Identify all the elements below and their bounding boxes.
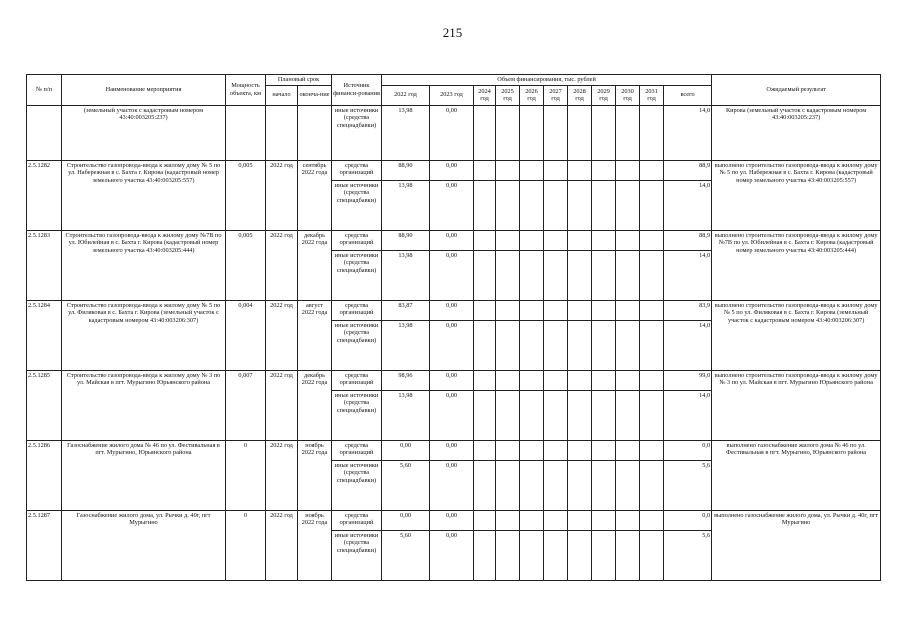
cell-2022: 13,98 <box>382 320 430 370</box>
cell-2028 <box>568 440 592 460</box>
cell-2031 <box>640 390 664 440</box>
cell-2028 <box>568 230 592 250</box>
cell-name: Строительство газопровода-ввода к жилому дому №7В по ул. Юбилейная в с. Бахта г. Кирова (кадастровый номер земельного участка 43:40:003205:444) <box>62 230 226 300</box>
cell-2027 <box>544 460 568 510</box>
cell-2022: 13,98 <box>382 250 430 300</box>
cell-capacity: 0 <box>226 510 266 580</box>
cell-2022: 13,98 <box>382 390 430 440</box>
header-source: Источник финанси-рования <box>332 75 382 106</box>
cell-2023: 0,00 <box>430 250 474 300</box>
header-result: Ожидаемый результат <box>712 75 881 106</box>
cell-2024 <box>474 320 496 370</box>
cell-2031 <box>640 250 664 300</box>
header-year-2025: 2025 год <box>496 85 520 105</box>
cell-2025 <box>496 300 520 320</box>
cell-2023: 0,00 <box>430 160 474 180</box>
cell-name: Строительство газопровода-ввода к жилому дому № 5 по ул. Филяковая в с. Бахта г. Кирова (земельный участок с кадастровым номером 43:40:003206:307) <box>62 300 226 370</box>
cell-2029 <box>592 530 616 580</box>
cell-2023: 0,00 <box>430 180 474 230</box>
cell-2028 <box>568 370 592 390</box>
cell-2031 <box>640 160 664 180</box>
header-year-2024: 2024 год <box>474 85 496 105</box>
cell-2024 <box>474 440 496 460</box>
cell-result: выполнено строительство газопровода-ввода к жилому дому № 5 по ул. Набережная в с. Бахта г. Кирова (кадастровый номер земельного участка 43:40:003205:557) <box>712 160 881 230</box>
cell-2029 <box>592 105 616 160</box>
cell-2027 <box>544 370 568 390</box>
cell-2026 <box>520 370 544 390</box>
cell-2028 <box>568 460 592 510</box>
cell-2027 <box>544 250 568 300</box>
cell-2029 <box>592 300 616 320</box>
cell-2024 <box>474 390 496 440</box>
cell-name: Газоснабжение жилого дома, ул. Рычки д. 40г, пгт Мурыгино <box>62 510 226 580</box>
table-row <box>27 160 881 180</box>
cell-2022: 5,60 <box>382 530 430 580</box>
cell-total: 5,6 <box>664 530 712 580</box>
table-row <box>27 300 881 320</box>
cell-2027 <box>544 510 568 530</box>
cell-start: 2022 год <box>266 510 298 580</box>
cell-2026 <box>520 250 544 300</box>
cell-result: выполнено газоснабжение жилого дома № 46 по ул. Фестивальная в пгт. Мурыгино, Юрьянского района <box>712 440 881 510</box>
cell-2027 <box>544 105 568 160</box>
cell-2030 <box>616 180 640 230</box>
cell-source: средства организаций <box>332 510 382 530</box>
cell-capacity: 0 <box>226 440 266 510</box>
header-year-2027: 2027 год <box>544 85 568 105</box>
table-row <box>27 230 881 250</box>
header-year-2022: 2022 год <box>382 85 430 105</box>
cell-2028 <box>568 390 592 440</box>
cell-2026 <box>520 320 544 370</box>
cell-name: Газоснабжение жилого дома № 46 по ул. Фестивальная в пгт. Мурыгино, Юрьянского района <box>62 440 226 510</box>
cell-2030 <box>616 510 640 530</box>
cell-2027 <box>544 180 568 230</box>
table-row <box>27 440 881 460</box>
cell-total: 14,0 <box>664 250 712 300</box>
table-row <box>27 370 881 390</box>
cell-2025 <box>496 530 520 580</box>
cell-2026 <box>520 300 544 320</box>
cell-2023: 0,00 <box>430 320 474 370</box>
cell-num: 2.5.1285 <box>27 370 62 440</box>
cell-end: сентябрь 2022 года <box>298 160 332 230</box>
cell-start: 2022 год <box>266 370 298 440</box>
header-num: № п/п <box>27 75 62 106</box>
cell-2023: 0,00 <box>430 105 474 160</box>
cell-total: 14,0 <box>664 320 712 370</box>
funding-table <box>26 74 881 581</box>
cell-num <box>27 105 62 160</box>
cell-2024 <box>474 300 496 320</box>
cell-2023: 0,00 <box>430 440 474 460</box>
cell-result: выполнено строительство газопровода-ввода к жилому дому № 3 по ул. Майская в пгт. Мурыгино Юрьянского района <box>712 370 881 440</box>
cell-2023: 0,00 <box>430 460 474 510</box>
cell-start: 2022 год <box>266 160 298 230</box>
cell-2023: 0,00 <box>430 510 474 530</box>
cell-source: средства организаций <box>332 440 382 460</box>
cell-2031 <box>640 230 664 250</box>
cell-2031 <box>640 300 664 320</box>
cell-2028 <box>568 300 592 320</box>
cell-2025 <box>496 320 520 370</box>
cell-capacity: 0,005 <box>226 160 266 230</box>
page-number: 215 <box>442 25 463 40</box>
cell-source: иные источники (средства спецнадбавки) <box>332 180 382 230</box>
cell-end: декабрь 2022 года <box>298 230 332 300</box>
cell-num: 2.5.1284 <box>27 300 62 370</box>
cell-source: иные источники (средства спецнадбавки) <box>332 460 382 510</box>
cell-2029 <box>592 390 616 440</box>
header-start: начало <box>266 85 298 105</box>
header-year-2026: 2026 год <box>520 85 544 105</box>
cell-end: декабрь 2022 года <box>298 370 332 440</box>
cell-2022: 88,90 <box>382 230 430 250</box>
cell-2029 <box>592 320 616 370</box>
cell-end: август 2022 года <box>298 300 332 370</box>
header-year-2031: 2031 год <box>640 85 664 105</box>
cell-capacity: 0,005 <box>226 230 266 300</box>
cell-total: 14,0 <box>664 180 712 230</box>
cell-source: средства организаций <box>332 160 382 180</box>
cell-name: (земельный участок с кадастровым номером 43:40:003205:237) <box>62 105 226 160</box>
cell-2027 <box>544 320 568 370</box>
cell-2031 <box>640 370 664 390</box>
cell-2025 <box>496 180 520 230</box>
cell-2025 <box>496 105 520 160</box>
cell-2025 <box>496 160 520 180</box>
cell-2027 <box>544 440 568 460</box>
cell-total: 88,9 <box>664 160 712 180</box>
cell-2028 <box>568 250 592 300</box>
cell-total: 5,6 <box>664 460 712 510</box>
cell-2029 <box>592 370 616 390</box>
cell-2022: 13,98 <box>382 180 430 230</box>
cell-result: выполнено строительство газопровода-ввода к жилому дому №7В по ул. Юбилейная в с. Бахта г. Кирова (кадастровый номер земельного участка 43:40:003205:444) <box>712 230 881 300</box>
cell-2024 <box>474 460 496 510</box>
cell-2031 <box>640 105 664 160</box>
cell-2029 <box>592 180 616 230</box>
table-row-continuation <box>27 105 881 160</box>
cell-capacity: 0,007 <box>226 370 266 440</box>
cell-end: ноябрь 2022 года <box>298 440 332 510</box>
header-year-2030: 2030 год <box>616 85 640 105</box>
cell-2027 <box>544 390 568 440</box>
cell-2029 <box>592 160 616 180</box>
cell-2029 <box>592 230 616 250</box>
header-planned-term: Плановый срок <box>266 75 332 86</box>
cell-end <box>298 105 332 160</box>
cell-name: Строительство газопровода-ввода к жилому дому № 5 по ул. Набережная в с. Бахта г. Кирова (кадастровый номер земельного участка 43:40:003205:557) <box>62 160 226 230</box>
cell-2028 <box>568 160 592 180</box>
cell-source: средства организаций <box>332 300 382 320</box>
cell-2026 <box>520 390 544 440</box>
cell-2030 <box>616 530 640 580</box>
cell-result: выполнено газоснабжение жилого дома, ул. Рычки д. 40г, пгт Мурыгино <box>712 510 881 580</box>
cell-2024 <box>474 370 496 390</box>
cell-2022: 13,98 <box>382 105 430 160</box>
header-year-2029: 2029 год <box>592 85 616 105</box>
cell-2023: 0,00 <box>430 530 474 580</box>
cell-2030 <box>616 370 640 390</box>
cell-2030 <box>616 300 640 320</box>
table-row <box>27 510 881 530</box>
cell-num: 2.5.1283 <box>27 230 62 300</box>
cell-2026 <box>520 105 544 160</box>
cell-name: Строительство газопровода-ввода к жилому дому № 3 по ул. Майская в пгт. Мурыгино Юрьянского района <box>62 370 226 440</box>
cell-2028 <box>568 320 592 370</box>
cell-2022: 0,00 <box>382 440 430 460</box>
cell-total: 88,9 <box>664 230 712 250</box>
header-year-2023: 2023 год <box>430 85 474 105</box>
cell-2030 <box>616 250 640 300</box>
cell-2024 <box>474 160 496 180</box>
cell-2024 <box>474 510 496 530</box>
cell-total: 83,9 <box>664 300 712 320</box>
cell-source: иные источники (средства спецнадбавки) <box>332 320 382 370</box>
cell-2026 <box>520 460 544 510</box>
cell-2026 <box>520 530 544 580</box>
cell-2031 <box>640 530 664 580</box>
cell-2022: 88,90 <box>382 160 430 180</box>
cell-2030 <box>616 390 640 440</box>
cell-result: Кирова (земельный участок с кадастровым номером 43:40:003205:237) <box>712 105 881 160</box>
cell-2025 <box>496 440 520 460</box>
cell-capacity: 0,004 <box>226 300 266 370</box>
cell-2024 <box>474 230 496 250</box>
cell-2023: 0,00 <box>430 300 474 320</box>
cell-2024 <box>474 180 496 230</box>
cell-total: 0,0 <box>664 440 712 460</box>
cell-source: иные источники (средства спецнадбавки) <box>332 250 382 300</box>
cell-2022: 83,87 <box>382 300 430 320</box>
cell-2026 <box>520 160 544 180</box>
cell-2029 <box>592 510 616 530</box>
cell-source: средства организаций <box>332 230 382 250</box>
cell-source: иные источники (средства спецнадбавки) <box>332 390 382 440</box>
cell-2024 <box>474 250 496 300</box>
cell-2028 <box>568 105 592 160</box>
cell-2022: 0,00 <box>382 510 430 530</box>
cell-2023: 0,00 <box>430 390 474 440</box>
cell-2030 <box>616 320 640 370</box>
header-end: оконча-ние <box>298 85 332 105</box>
cell-start <box>266 105 298 160</box>
cell-2024 <box>474 530 496 580</box>
cell-2027 <box>544 300 568 320</box>
cell-2031 <box>640 510 664 530</box>
cell-2025 <box>496 230 520 250</box>
cell-2027 <box>544 160 568 180</box>
cell-total: 14,0 <box>664 105 712 160</box>
cell-2022: 98,96 <box>382 370 430 390</box>
cell-2031 <box>640 440 664 460</box>
cell-start: 2022 год <box>266 440 298 510</box>
cell-capacity <box>226 105 266 160</box>
cell-2030 <box>616 105 640 160</box>
cell-2026 <box>520 180 544 230</box>
cell-2026 <box>520 440 544 460</box>
cell-2029 <box>592 460 616 510</box>
cell-2025 <box>496 460 520 510</box>
cell-source: средства организаций <box>332 370 382 390</box>
cell-2027 <box>544 230 568 250</box>
cell-start: 2022 год <box>266 230 298 300</box>
cell-2031 <box>640 320 664 370</box>
cell-2030 <box>616 160 640 180</box>
header-year-2028: 2028 год <box>568 85 592 105</box>
cell-end: ноябрь 2022 года <box>298 510 332 580</box>
cell-num: 2.5.1286 <box>27 440 62 510</box>
cell-total: 99,0 <box>664 370 712 390</box>
cell-2025 <box>496 510 520 530</box>
header-funding: Объем финансирования, тыс. рублей <box>382 75 712 86</box>
cell-2028 <box>568 530 592 580</box>
cell-2024 <box>474 105 496 160</box>
cell-start: 2022 год <box>266 300 298 370</box>
cell-2028 <box>568 180 592 230</box>
cell-2025 <box>496 390 520 440</box>
cell-total: 0,0 <box>664 510 712 530</box>
cell-2023: 0,00 <box>430 370 474 390</box>
cell-2025 <box>496 250 520 300</box>
cell-2031 <box>640 460 664 510</box>
cell-total: 14,0 <box>664 390 712 440</box>
cell-2023: 0,00 <box>430 230 474 250</box>
cell-2025 <box>496 370 520 390</box>
cell-result: выполнено строительство газопровода-ввода к жилому дому № 5 по ул. Филяковая в с. Бахта г. Кирова (земельный участок с кадастровым номером 43:40:003206:307) <box>712 300 881 370</box>
cell-2030 <box>616 230 640 250</box>
cell-2031 <box>640 180 664 230</box>
cell-2027 <box>544 530 568 580</box>
cell-2030 <box>616 460 640 510</box>
cell-2029 <box>592 440 616 460</box>
cell-2026 <box>520 230 544 250</box>
cell-2029 <box>592 250 616 300</box>
header-total: всего <box>664 85 712 105</box>
cell-source: иные источники (средства спецнадбавки) <box>332 530 382 580</box>
cell-num: 2.5.1287 <box>27 510 62 580</box>
cell-2030 <box>616 440 640 460</box>
header-name: Наименование мероприятия <box>62 75 226 106</box>
cell-source: иные источники (средства спецнадбавки) <box>332 105 382 160</box>
cell-num: 2.5.1282 <box>27 160 62 230</box>
cell-2022: 5,60 <box>382 460 430 510</box>
cell-2028 <box>568 510 592 530</box>
header-capacity: Мощность объекта, км <box>226 75 266 106</box>
cell-2026 <box>520 510 544 530</box>
